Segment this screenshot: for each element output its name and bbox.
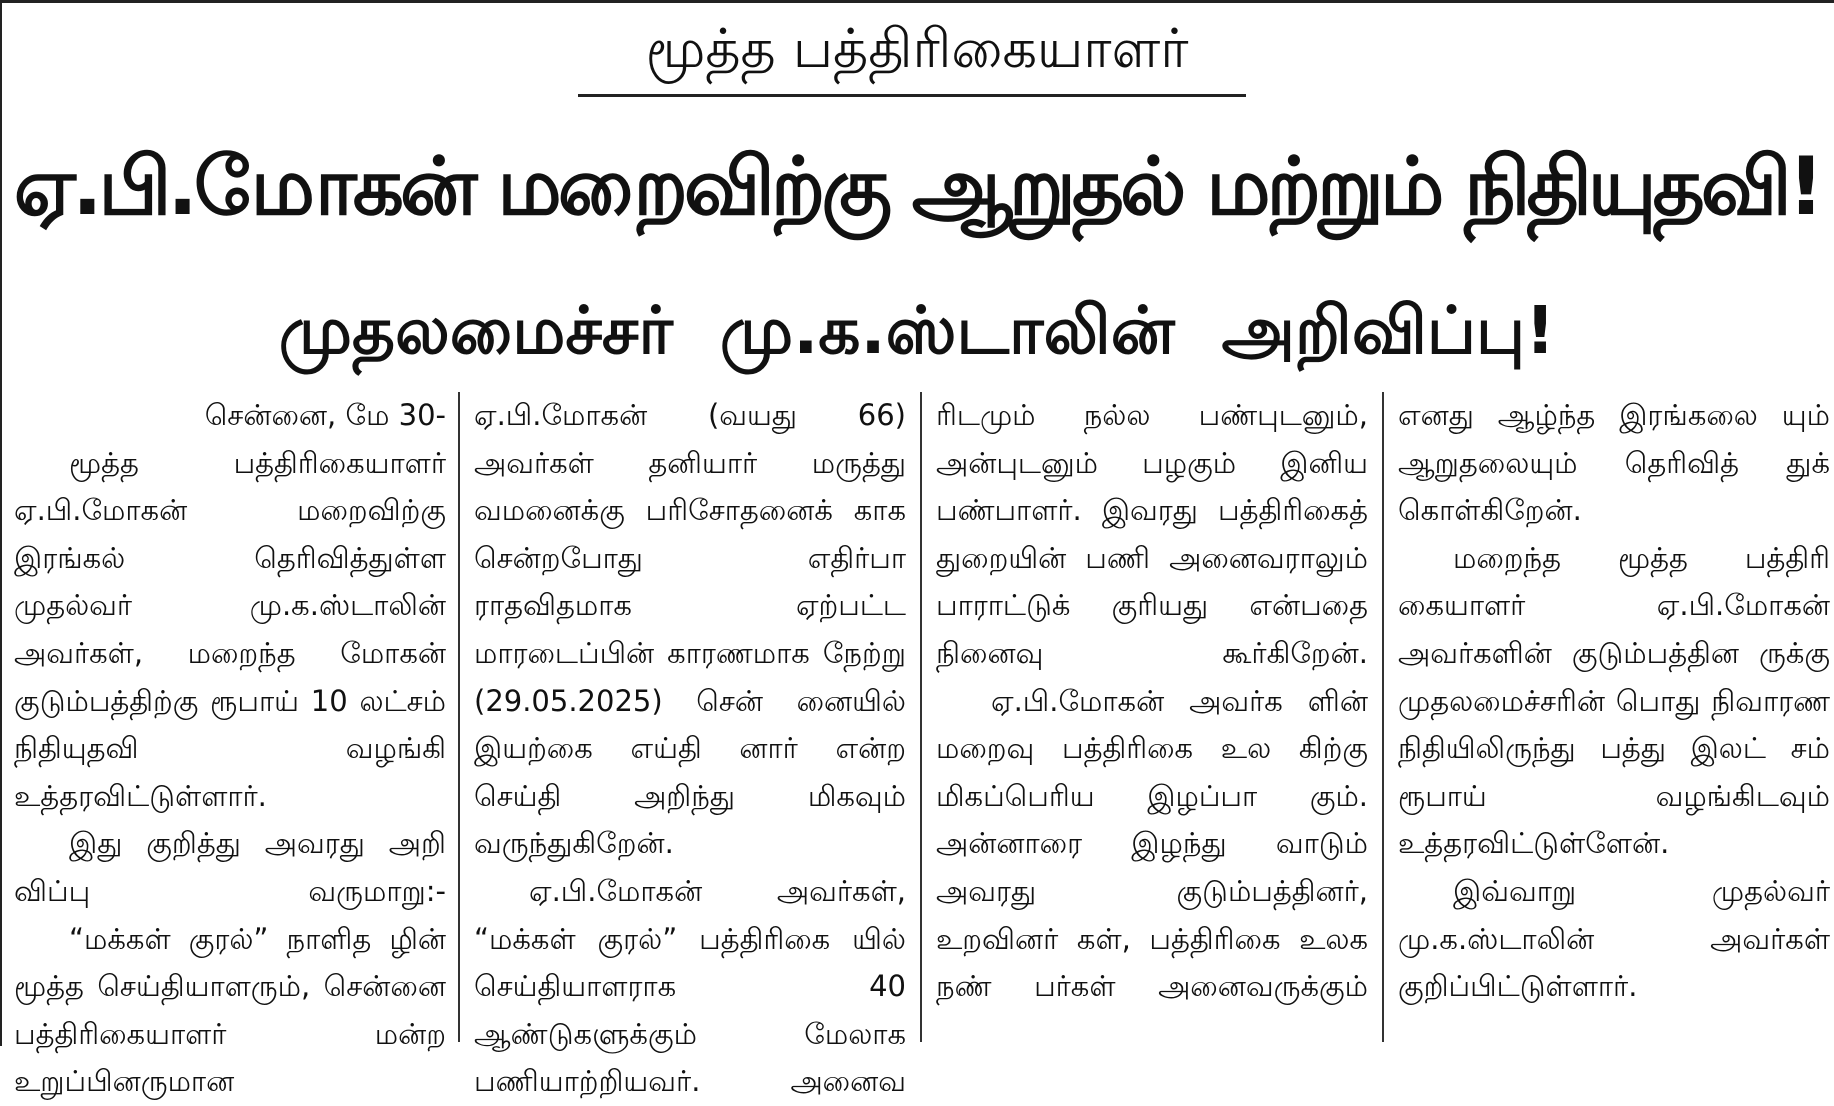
article-paragraph: மறைந்த மூத்த பத்திரி கையாளர் ஏ.பி.மோகன் அவர்களின் குடும்பத்தின ருக்கு முதலமைச்சரின் பொது நிவாரண நிதியிலிருந்து பத்து இலட் சம் ரூபாய் வழங்கிடவும் உத்தரவிட்டுள்ளேன். [1398,540,1830,861]
article-paragraph: “மக்கள் குரல்” நாளித ழின் மூத்த செய்தியாளரும், சென்னை பத்திரிகையாளர் மன்ற உறுப்பினருமான [14,921,446,1099]
article-paragraph: இவ்வாறு முதல்வர் மு.க.ஸ்டாலின் அவர்கள் குறிப்பிட்டுள்ளார். [1398,873,1830,1004]
article-paragraph: ஏ.பி.மோகன் அவர்க ளின் மறைவு பத்திரிகை உல கிற்கு மிகப்பெரிய இழப்பா கும். அன்னாரை இழந்து வாடும் அவரது குடும்பத்தினர், உறவினர் கள், பத்திரிகை உலக நண் பர்கள் அனைவருக்கும் [936,683,1368,1004]
article-column-1 [14,392,446,1099]
top-border-rule [0,0,1834,3]
article-subheadline: முதலமைச்சர் மு.க.ஸ்டாலின் அறிவிப்பு! [278,292,1556,369]
article-column-4 [1398,392,1830,1042]
article-paragraph: மூத்த பத்திரிகையாளர் ஏ.பி.மோகன் மறைவிற்கு இரங்கல் தெரிவித்துள்ள முதல்வர் மு.க.ஸ்டாலின் அவர்கள், மறைந்த மோகன் குடும்பத்திற்கு ரூபாய் 10 லட்சம் நிதியுதவி வழங்கி உத்தரவிட்டுள்ளார். [14,445,446,813]
article-paragraph: ரிடமும் நல்ல பண்புடனும், அன்புடனும் பழகும் இனிய பண்பாளர். இவரது பத்திரிகைத் துறையின் பணி அனைவராலும் பாராட்டுக் குரியது என்பதை நினைவு கூர்கிறேன். [936,398,1368,670]
article-column-3 [936,392,1368,1042]
column-divider [458,392,460,1042]
kicker-underline [578,94,1246,97]
article-paragraph: எனது ஆழ்ந்த இரங்கலை யும் ஆறுதலையும் தெரிவித் துக் கொள்கிறேன். [1398,398,1830,528]
article-headline: ஏ.பி.மோகன் மறைவிற்கு ஆறுதல் மற்றும் நிதியுதவி! [13,140,1821,233]
article-paragraph: ஏ.பி.மோகன் அவர்கள், “மக்கள் குரல்” பத்திரிகை யில் செய்தியாளராக 40 ஆண்டுகளுக்கும் மேலாக பணியாற்றியவர். அனைவ [474,873,906,1099]
article-paragraph: இது குறித்து அவரது அறி விப்பு வருமாறு:- [14,826,446,908]
article-kicker: மூத்த பத்திரிகையாளர் [645,17,1189,80]
article-dateline: சென்னை, மே 30- [204,398,446,432]
article-column-2 [474,392,906,1099]
column-divider [1382,392,1384,1042]
column-divider [920,392,922,1042]
article-paragraph: ஏ.பி.மோகன் (வயது 66) அவர்கள் தனியார் மருத்து வமனைக்கு பரிசோதனைக் காக சென்றபோது எதிர்பா ராதவிதமாக ஏற்பட்ட மாரடைப்பின் காரணமாக நேற்று (29.05.2025) சென் னையில் இயற்கை எய்தி னார் என்ற செய்தி அறிந்து மிகவும் வருந்துகிறேன். [474,398,906,861]
